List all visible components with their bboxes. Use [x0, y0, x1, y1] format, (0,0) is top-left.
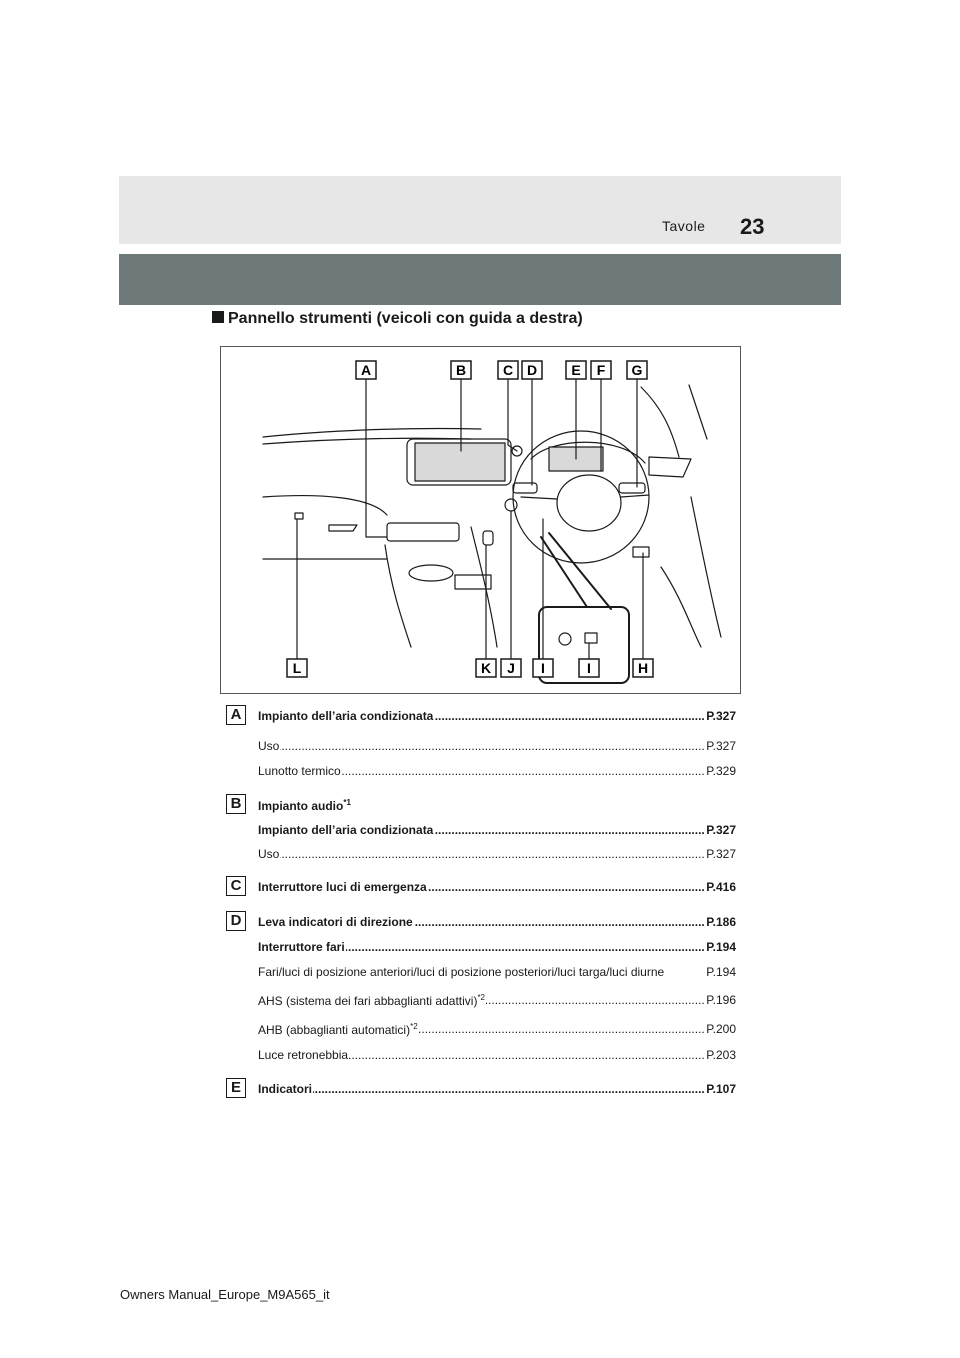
entry-ref: P.327: [706, 847, 736, 861]
entry-ref: P.416: [706, 880, 736, 894]
leader-dots: [258, 847, 708, 861]
section-title: Tavole: [662, 218, 706, 234]
lever-right: [619, 483, 645, 493]
header-band: [119, 176, 841, 244]
right-door-line: [691, 497, 721, 637]
entry-label: Interruttore fari: [258, 940, 345, 954]
windshield-right: [689, 385, 707, 439]
callout-h: H: [637, 660, 649, 676]
leader-dots: [258, 739, 708, 753]
entry-label: Luce retronebbia: [258, 1048, 349, 1062]
entry-ref: P.194: [706, 965, 736, 979]
entry-label: Indicatori: [258, 1082, 313, 1096]
footer-doc-id: Owners Manual_Europe_M9A565_it: [120, 1287, 330, 1302]
entry-ref: P.327: [706, 739, 736, 753]
lever-left: [513, 483, 537, 493]
footnote-mark: *2: [410, 1022, 418, 1031]
entry-badge: D: [226, 911, 246, 931]
callout-g: G: [631, 362, 643, 378]
subheading: [212, 310, 583, 328]
entry-badge: B: [226, 794, 246, 814]
climate-panel: [387, 523, 459, 541]
entry-ref: P.196: [706, 993, 736, 1007]
inset-lever: [585, 633, 597, 643]
leader-dots: [258, 1082, 708, 1096]
callout-i2: I: [587, 660, 591, 676]
entry-badge: A: [226, 705, 246, 725]
entry-ref: P.194: [706, 940, 736, 954]
entry-ref: P.329: [706, 764, 736, 778]
callout-f: F: [596, 362, 606, 378]
mirror-switch: [633, 547, 649, 557]
steering-wheel-inner: [557, 475, 621, 531]
left-switch: [295, 513, 303, 519]
console-left: [385, 545, 411, 647]
spoke-left: [521, 497, 557, 499]
footnote-mark: *1: [343, 798, 351, 807]
callout-i1: I: [541, 660, 545, 676]
subheading-text: Pannello strumenti (veicoli con guida a destra): [228, 310, 583, 327]
engine-start: [505, 499, 517, 511]
callout-e: E: [571, 362, 581, 378]
callout-a: A: [360, 362, 372, 378]
square-bullet-icon: [212, 311, 224, 323]
entry-label: Interruttore luci di emergenza: [258, 880, 427, 894]
entry-label: AHB (abbaglianti automatici)$^{*2}$: [258, 1022, 418, 1037]
entry-ref: P.107: [706, 1082, 736, 1096]
shift-knob: [483, 531, 493, 545]
callout-b: B: [455, 362, 467, 378]
entry-label: Leva indicatori di direzione: [258, 915, 413, 929]
entry-label: Impianto dell’aria condizionata: [258, 823, 434, 837]
windshield-pillar: [641, 387, 679, 457]
entry-badge: C: [226, 876, 246, 896]
leader-a: [366, 377, 387, 537]
entry-ref: P.186: [706, 915, 736, 929]
entry-label: Uso: [258, 847, 280, 861]
callout-k: K: [480, 660, 492, 676]
inset-switch: [559, 633, 571, 645]
pedal-area: [661, 567, 701, 647]
entry-label: Impianto dell’aria condizionata: [258, 709, 434, 723]
entry-label: Impianto audio$^{*1}$: [258, 798, 351, 813]
entry-label: Lunotto termico: [258, 764, 341, 778]
dashboard-drawing: [221, 347, 740, 693]
display-screen: [415, 443, 505, 481]
leader-c: [508, 377, 517, 451]
entry-ref: P.327: [706, 709, 736, 723]
callout-j: J: [507, 660, 515, 676]
cup-holder: [409, 565, 453, 581]
callout-d: D: [526, 362, 538, 378]
left-vent: [329, 525, 357, 531]
entry-label: AHS (sistema dei fari abbaglianti adattivi)$^{*2}$: [258, 993, 485, 1008]
footnote-mark: *2: [477, 993, 485, 1002]
chapter-band: [119, 254, 841, 305]
entry-label: Fari/luci di posizione anteriori/luci di posizione posteriori/luci targa/luci diurne: [258, 965, 665, 979]
callout-c: C: [502, 362, 514, 378]
entry-ref: P.327: [706, 823, 736, 837]
right-vent: [649, 457, 691, 477]
page-number: 23: [740, 214, 765, 239]
entry-label: Uso: [258, 739, 280, 753]
entry-ref: P.203: [706, 1048, 736, 1062]
entry-badge: E: [226, 1078, 246, 1098]
glovebox-line: [263, 496, 387, 515]
entry-ref: P.200: [706, 1022, 736, 1036]
dashboard-edge: [263, 428, 481, 437]
callout-l: L: [292, 660, 302, 676]
spoke-right: [621, 495, 649, 497]
dashboard-illustration: [220, 346, 741, 694]
